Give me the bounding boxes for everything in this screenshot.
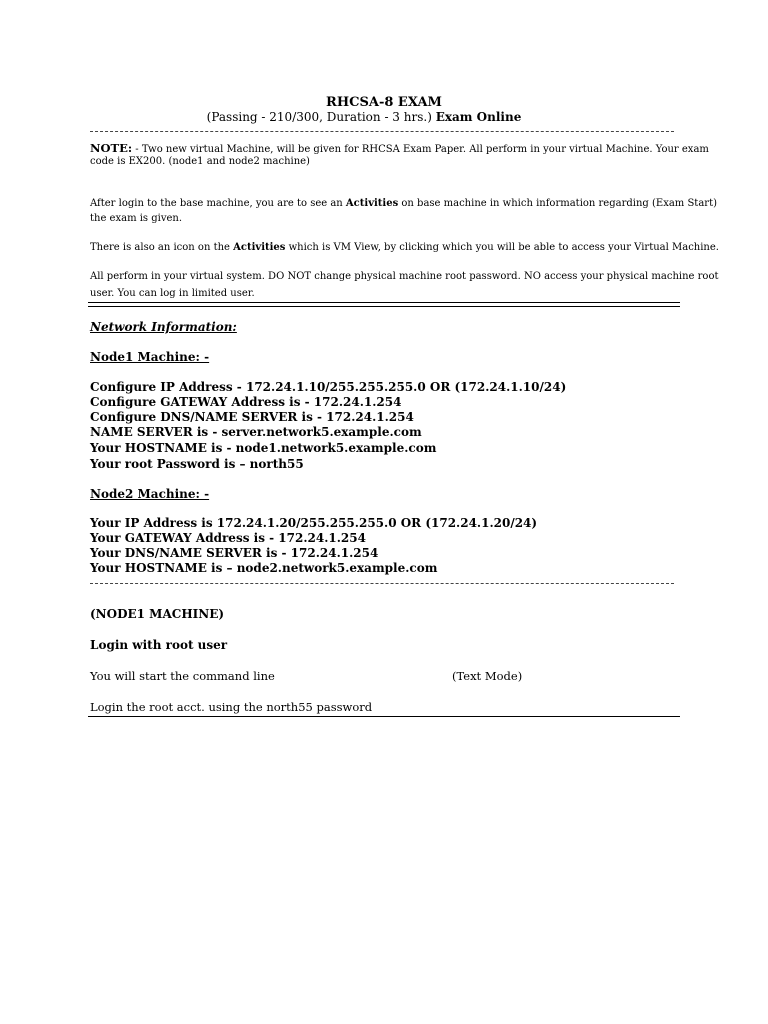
- node2-ip-line: Your IP Address is 172.24.1.20/255.255.255.0 OR (172.24.1.20/24): [90, 516, 538, 530]
- document-title: RHCSA-8 EXAM: [326, 95, 442, 110]
- node2-dns-line: Your DNS/NAME SERVER is - 172.24.1.254: [90, 546, 379, 560]
- node2-hostname-line: Your HOSTNAME is – node2.network5.example.com: [90, 561, 438, 575]
- node2-heading: Node2 Machine: -: [90, 487, 210, 501]
- document-subtitle: [0, 110, 728, 124]
- intro-paragraph-1-line-1: [90, 198, 717, 209]
- node1-gateway-line: Configure GATEWAY Address is - 172.24.1.254: [90, 395, 402, 409]
- node1-heading: Node1 Machine: -: [90, 350, 210, 364]
- intro-paragraph-1-line-2: the exam is given.: [90, 213, 183, 224]
- intro-paragraph-2: [90, 242, 719, 253]
- note-line-1: [90, 141, 709, 155]
- intro-p1-pre: After login to the base machine, you are to see an: [90, 198, 346, 209]
- node1-dns-line: Configure DNS/NAME SERVER is - 172.24.1.254: [90, 410, 414, 424]
- node1-nameserver-line: NAME SERVER is - server.network5.example.com: [90, 425, 422, 439]
- node1-hostname-line: Your HOSTNAME is - node1.network5.example.com: [90, 441, 437, 455]
- intro-paragraph-3-line-1: All perform in your virtual system. DO NOT change physical machine root password. NO access your physical machine root: [90, 271, 719, 282]
- double-rule-top: [88, 302, 680, 303]
- double-rule-bottom: [88, 306, 680, 307]
- bottom-rule: [88, 716, 680, 717]
- dashed-divider-2: [90, 583, 674, 584]
- note-label: NOTE:: [90, 141, 133, 155]
- intro-p1-post: on base machine in which information regarding (Exam Start): [398, 198, 717, 209]
- subtitle-bold: Exam Online: [435, 110, 522, 124]
- note-line-2: code is EX200. (node1 and node2 machine): [90, 156, 310, 167]
- text-mode-label: (Text Mode): [452, 669, 523, 683]
- node1-password-line: Your root Password is – north55: [90, 457, 304, 471]
- node1-machine-heading: (NODE1 MACHINE): [90, 607, 225, 621]
- network-info-heading: Network Information:: [90, 320, 237, 334]
- dashed-divider: [90, 131, 674, 132]
- intro-paragraph-3-line-2: user. You can log in limited user.: [90, 288, 255, 299]
- node1-ip-line: Configure IP Address - 172.24.1.10/255.255.255.0 OR (172.24.1.10/24): [90, 380, 567, 394]
- intro-p2-post: which is VM View, by clicking which you will be able to access your Virtual Machine.: [285, 242, 719, 253]
- subtitle-plain: (Passing - 210/300, Duration - 3 hrs.): [206, 110, 432, 124]
- login-acct-instruction: Login the root acct. using the north55 password: [90, 700, 373, 714]
- login-root-heading: Login with root user: [90, 638, 228, 652]
- note-text-1: - Two new virtual Machine, will be given for RHCSA Exam Paper. All perform in your virtual Machine. Your exam: [132, 144, 709, 155]
- node2-gateway-line: Your GATEWAY Address is - 172.24.1.254: [90, 531, 366, 545]
- intro-p2-bold: Activities: [233, 242, 286, 253]
- intro-p1-bold: Activities: [345, 198, 399, 209]
- command-line-instruction: You will start the command line: [90, 669, 275, 683]
- intro-p2-pre: There is also an icon on the: [90, 242, 234, 253]
